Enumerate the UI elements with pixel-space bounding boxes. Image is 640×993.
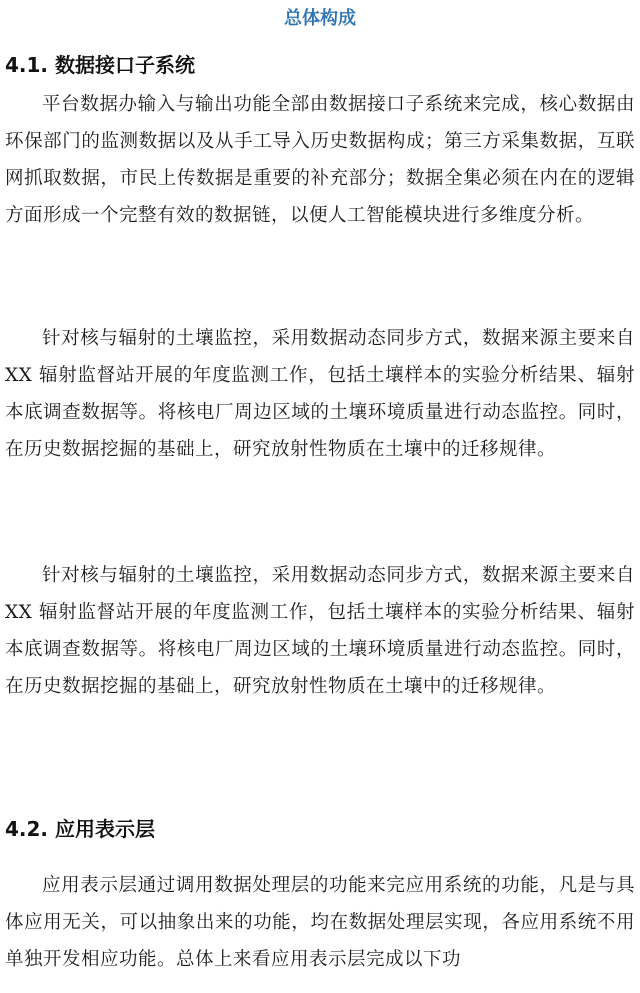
paragraph-soil-monitoring-1: 针对核与辐射的土壤监控，采用数据动态同步方式，数据来源主要来自 XX 辐射监督站开展的年度监测工作，包括土壤样本的实验分析结果、辐射本底调查数据等。将核电厂周边区域的土壤环境质量进行动态监控。同时，在历史数据挖掘的基础上，研究放射性物质在土壤中的迁移规律。: [5, 328, 635, 460]
section-heading-data-interface: 4.1. 数据接口子系统: [5, 53, 195, 77]
paragraph-soil-monitoring-2: 针对核与辐射的土壤监控，采用数据动态同步方式，数据来源主要来自 XX 辐射监督站开展的年度监测工作，包括土壤样本的实验分析结果、辐射本底调查数据等。将核电厂周边区域的土壤环境质量进行动态监控。同时，在历史数据挖掘的基础上，研究放射性物质在土壤中的迁移规律。: [5, 565, 635, 697]
paragraph-data-interface-overview: 平台数据办输入与输出功能全部由数据接口子系统来完成，核心数据由环保部门的监测数据以及从手工导入历史数据构成；第三方采集数据，互联网抓取数据，市民上传数据是重要的补充部分；数据全集必须在内在的逻辑方面形成一个完整有效的数据链，以便人工智能模块进行多维度分析。: [5, 94, 635, 226]
paragraph-application-layer: 应用表示层通过调用数据处理层的功能来完应用系统的功能，凡是与具体应用无关，可以抽象出来的功能，均在数据处理层实现，各应用系统不用单独开发相应功能。总体上来看应用表示层完成以下功: [5, 875, 635, 970]
section-heading-application-layer: 4.2. 应用表示层: [5, 817, 155, 841]
document-title: 总体构成: [284, 8, 356, 29]
